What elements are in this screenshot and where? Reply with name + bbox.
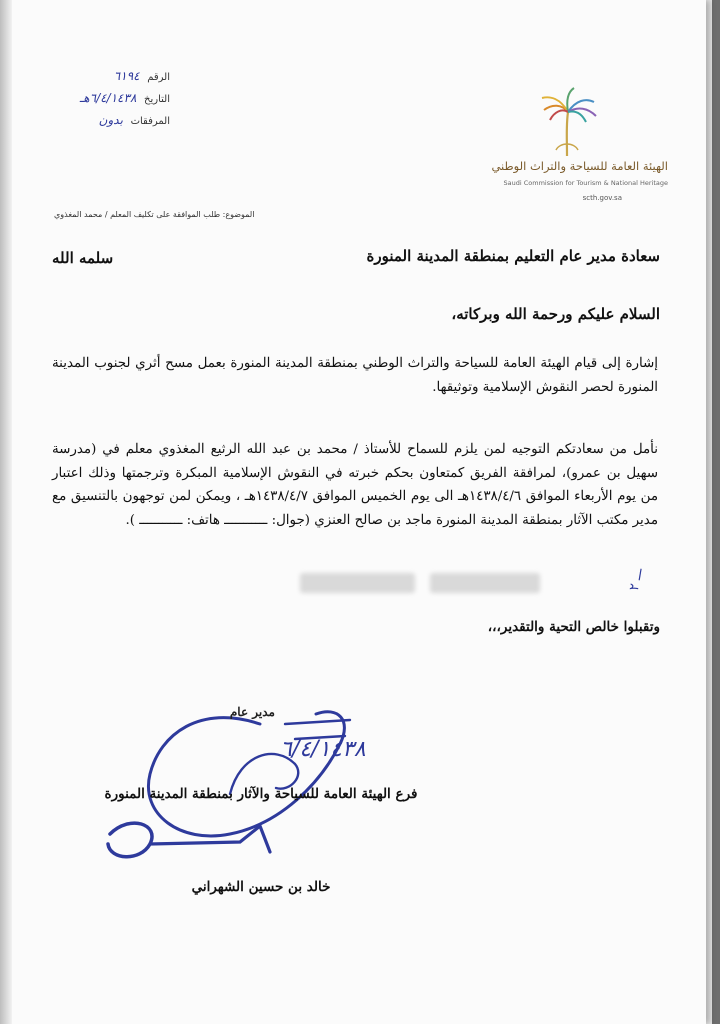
- page-edge: [0, 0, 12, 1024]
- reference-attachments-value: بدون: [98, 113, 123, 127]
- signature-date: ٦/٤/١٤٣٨: [280, 737, 366, 762]
- paragraph-request: نأمل من سعادتكم التوجيه لمن يلزم للسماح للأستاذ / محمد بن عبد الله الرثيع المغذوي معلم في (مدرسة سهيل بن عمرو)، لمرافقة الفريق كمتعاون بحكم خبرته في النقوش الإسلامية المبكرة وترجمتها وذلك اعتبار من يوم الأربعاء الموافق ١٤٣٨/٤/٦هـ الى يوم الخميس الموافق ١٤٣٨/٤/٧هـ ، ويمكن لمن توجهون بالتنسيق مع مدير مكتب الآثار بمنطقة المدينة المنورة ماجد بن صالح العنزي (جوال: ـــــــــــ هاتف: ـــــــــــ ).: [52, 442, 658, 528]
- addressee: سعادة مدير عام التعليم بمنطقة المدينة المنورة: [366, 247, 660, 265]
- salutation: سلمه الله: [52, 249, 114, 267]
- handwritten-margin-mark: ـــ ٢: [626, 567, 646, 592]
- paragraph-intro: إشارة إلى قيام الهيئة العامة للسياحة والتراث الوطني بمنطقة المدينة المنورة بعمل مسح أثري لجنوب المدينة المنورة لحصر النقوش الإسلامية وتوثيقها.: [52, 356, 658, 395]
- redacted-mobile: [430, 573, 540, 593]
- letter-subject: الموضوع: طلب الموافقة على تكليف المعلم / محمد المغذوي: [54, 210, 255, 219]
- signature-organization: فرع الهيئة العامة للسياحة والآثار بمنطقة المدينة المنورة: [104, 786, 418, 802]
- reference-number-label: الرقم: [147, 72, 170, 83]
- logo-name-english: Saudi Commission for Tourism & National Heritage: [503, 179, 668, 187]
- handwritten-signature-icon: [90, 684, 410, 874]
- closing-line: وتقبلوا خالص التحية والتقدير،،،: [487, 619, 660, 635]
- scth-logo: [474, 86, 674, 216]
- reference-date-row: [40, 88, 170, 110]
- palm-logo-icon: [532, 86, 602, 158]
- reference-date-value: ٦/٤/١٤٣٨هـ: [79, 91, 137, 105]
- reference-number-value: ٦١٩٤: [113, 69, 140, 83]
- reference-block: [40, 66, 170, 132]
- signatory-name: خالد بن حسين الشهراني: [191, 879, 331, 895]
- reference-number-row: [40, 66, 170, 88]
- greeting: السلام عليكم ورحمة الله وبركاته،: [451, 305, 660, 323]
- reference-date-label: التاريخ: [144, 94, 170, 105]
- reference-attachments-row: [40, 110, 170, 132]
- redacted-phone: [300, 573, 415, 593]
- logo-name-arabic: الهيئة العامة للسياحة والتراث الوطني: [491, 159, 668, 173]
- logo-website: scth.gov.sa: [582, 194, 622, 202]
- reference-attachments-label: المرفقات: [130, 116, 170, 127]
- signature-title: مدير عام: [229, 705, 275, 719]
